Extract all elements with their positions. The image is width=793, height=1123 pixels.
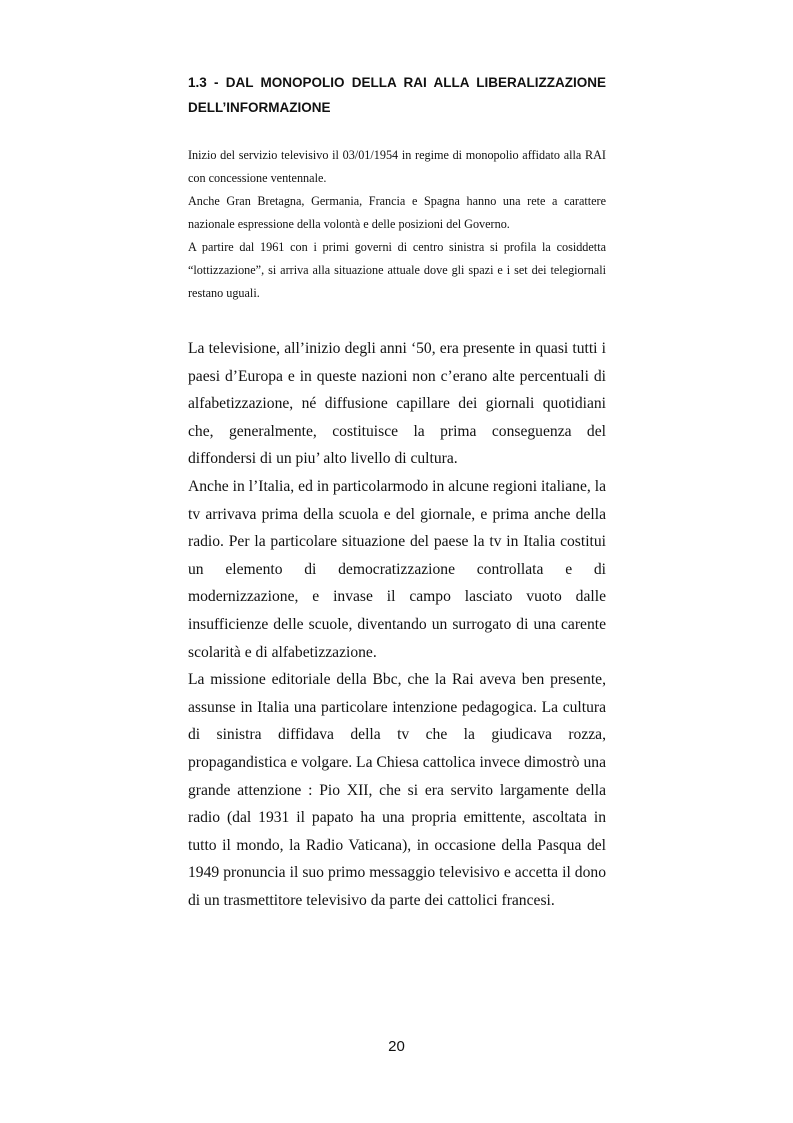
body-paragraph: Anche in l’Italia, ed in particolarmodo in alcune regioni italiane, la tv arrivava prima della scuola e del giornale, e prima anche della radio. Per la particolare situazione del paese la tv in Italia costitui un elemento di democratizzazione controllata e di modernizzazione, e invase il campo lasciato vuoto dalle insufficienze delle scuole, diventando un surrogato di una carente scolarità e di alfabetizzazione. xyxy=(188,477,606,661)
section-heading-line-1: 1.3 - DAL MONOPOLIO DELLA RAI ALLA LIBERALIZZAZIONE xyxy=(188,75,606,90)
section-heading-line-2: DELL’INFORMAZIONE xyxy=(188,100,331,115)
abstract-block xyxy=(188,144,606,305)
body-paragraph: La televisione, all’inizio degli anni ‘50, era presente in quasi tutti i paesi d’Europa e in queste nazioni non c’erano alte percentuali di alfabetizzazione, né diffusione capillare dei giornali quotidiani che, generalmente, costituisce la prima conseguenza del diffondersi di un piu’ alto livello di cultura. xyxy=(188,340,606,468)
page-number: 20 xyxy=(388,1038,405,1055)
section-heading xyxy=(188,70,606,120)
body-paragraph: La missione editoriale della Bbc, che la Rai aveva ben presente, assunse in Italia una particolare intenzione pedagogica. La cultura di sinistra diffidava della tv che la giudicava rozza, propagandistica e volgare. La Chiesa cattolica invece dimostrò una grande attenzione : Pio XII, che si era servito largamente della radio (dal 1931 il papato ha una propria emittente, ascoltata in tutto il mondo, la Radio Vaticana), in occasione della Pasqua del 1949 pronuncia il suo primo messaggio televisivo e accetta il dono di un trasmettitore televisivo da parte dei cattolici francesi. xyxy=(188,671,606,909)
abstract-paragraph: A partire dal 1961 con i primi governi di centro sinistra si profila la cosiddetta “lottizzazione”, si arriva alla situazione attuale dove gli spazi e i set dei telegiornali restano uguali. xyxy=(188,240,606,300)
abstract-paragraph: Inizio del servizio televisivo il 03/01/1954 in regime di monopolio affidato alla RAI con concessione ventennale. xyxy=(188,148,606,185)
abstract-paragraph: Anche Gran Bretagna, Germania, Francia e Spagna hanno una rete a carattere nazionale espressione della volontà e delle posizioni del Governo. xyxy=(188,194,606,231)
body-text xyxy=(188,335,606,914)
document-page xyxy=(188,70,606,914)
